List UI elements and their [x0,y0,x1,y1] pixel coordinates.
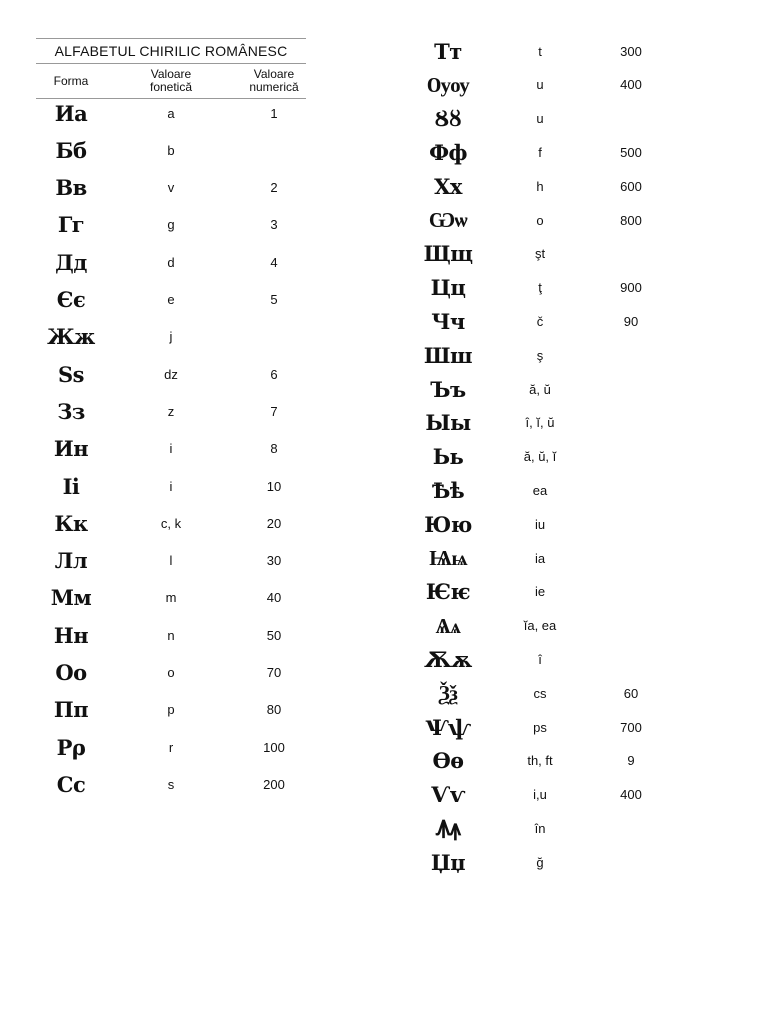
letter-glyph: Кк [54,510,88,536]
numeric-value [596,340,666,370]
letter-glyph: Сс [56,771,86,797]
table-row [410,543,670,573]
numeric-value: 4 [270,254,278,270]
letter-glyph: Ѹѹ [426,71,470,97]
phonetic-value: c, k [160,515,182,531]
numeric-value: 50 [266,627,282,643]
numeric-value: 20 [266,515,282,531]
numeric-value: 40 [266,590,282,606]
letter-glyph: Юю [424,511,472,537]
numeric-value [596,847,666,877]
letter-glyph: Жж [47,324,95,350]
table-row [410,306,670,336]
header-numeric [236,64,312,98]
table-row [410,712,670,742]
header-numeric-line-2: numerică [249,80,299,94]
phonetic-value: ea [532,482,548,498]
letter-glyph: Џџ [430,849,466,875]
letter-glyph: Іі [62,473,80,499]
phonetic-value: b [167,142,175,158]
numeric-value: 200 [263,776,285,792]
numeric-value [596,104,666,134]
table-row [36,434,306,464]
phonetic-value: e [167,292,175,307]
letter-glyph: Чч [431,308,465,334]
letter-glyph: Ѣѣ [431,477,465,503]
phonetic-value: i [169,478,173,494]
phonetic-value: a [167,105,175,121]
numeric-value: 600 [620,178,642,194]
numeric-value: 300 [620,43,642,59]
table-row [36,620,306,650]
table-row [410,644,670,674]
table-row [410,239,670,269]
phonetic-value: în [534,820,546,836]
letter-glyph: Цц [430,275,466,301]
numeric-value: 30 [266,553,282,569]
table-row [36,285,306,315]
letter-glyph: Ѕѕ [58,361,84,387]
letter-glyph: Мм [50,585,92,611]
table-row [410,70,670,100]
numeric-value [596,374,666,404]
phonetic-value: t [538,43,542,59]
table-row [410,104,670,134]
numeric-value: 900 [620,280,642,296]
phonetic-value: ğ [536,854,544,870]
table-row [36,508,306,538]
numeric-value [596,442,666,472]
table-row [36,732,306,762]
letter-glyph: Ѧѧ [435,612,461,638]
table-row [410,678,670,708]
table-row [410,509,670,539]
numeric-value: 3 [270,217,278,233]
phonetic-value: h [536,178,544,194]
numeric-value: 6 [270,366,278,382]
numeric-value [596,239,666,269]
phonetic-value: n [167,627,175,643]
phonetic-value: u [536,77,544,93]
letter-glyph: Нн [53,622,89,648]
letter-glyph: Ѵѵ [431,782,465,808]
numeric-value [238,135,310,165]
table-row [36,247,306,277]
letter-glyph: Дд [55,249,87,275]
phonetic-value: j [169,329,173,345]
table-row [36,396,306,426]
header-phonetic [126,64,216,98]
letter-glyph: Иа [54,100,88,126]
table-row [410,374,670,404]
numeric-value: 70 [266,665,282,680]
phonetic-value: cs [533,685,547,701]
table-row [410,171,670,201]
letter-glyph: Ȣȣ [434,106,462,132]
phonetic-value: u [536,111,544,127]
phonetic-value: ia [534,550,546,566]
phonetic-value: ps [533,719,547,735]
letter-glyph: Щщ [423,241,473,267]
numeric-value: 400 [620,77,642,93]
letter-glyph: Лл [54,548,88,574]
numeric-value: 90 [623,313,639,329]
numeric-value [238,322,310,352]
numeric-value: 9 [627,753,635,769]
numeric-value: 7 [270,403,278,419]
letter-glyph: Ѫѫ [424,646,472,672]
phonetic-value: p [167,702,175,718]
numeric-value: 800 [620,212,642,228]
numeric-value [596,408,666,438]
phonetic-value: ă, ŭ [529,381,551,397]
header-phonetic-line-2: fonetică [149,80,193,94]
phonetic-value: f [538,144,542,160]
phonetic-value: th, ft [527,753,553,769]
phonetic-value: ţ [538,280,542,296]
phonetic-value: i,u [533,787,547,803]
phonetic-value: r [168,739,174,755]
table-row [410,847,670,877]
table-row [410,205,670,235]
table-row [410,746,670,776]
letter-glyph: Ъъ [430,376,466,402]
phonetic-value: z [167,403,175,419]
phonetic-value: î [538,651,542,667]
table-row [36,695,306,725]
phonetic-value: o [167,665,175,680]
letter-glyph: Тт [434,38,462,64]
table-row [36,173,306,203]
letter-glyph: Єє [56,287,86,312]
phonetic-value: g [167,217,175,233]
phonetic-value: ş [536,347,544,363]
numeric-value: 80 [266,702,282,718]
numeric-value: 1 [270,105,278,121]
letter-glyph: Ѥѥ [425,579,471,605]
numeric-value: 10 [266,478,282,494]
header-forma [36,64,106,98]
letter-glyph: Ьь [432,444,464,470]
numeric-value [596,475,666,505]
table-row [410,475,670,505]
letter-glyph: Ин [53,436,89,462]
letter-glyph: Ѩѩ [428,545,468,570]
phonetic-value: m [165,590,177,606]
phonetic-value: ie [534,584,546,600]
letter-glyph: Ꙟꙟ [435,815,461,841]
table-row [36,210,306,240]
letter-glyph: Хх [434,173,462,199]
table-row [36,322,306,352]
phonetic-value: s [167,776,175,792]
table-row [410,340,670,370]
header-phonetic-line-1: Valoare [150,67,192,81]
table-row [410,137,670,167]
phonetic-value: v [167,180,175,196]
numeric-value [596,611,666,641]
letter-glyph: Вв [55,175,87,201]
numeric-value: 700 [620,719,642,735]
phonetic-value: şt [534,246,546,262]
table-row [36,98,306,128]
phonetic-value: ă, ŭ, ĭ [523,449,557,465]
phonetic-value: ĭa, ea [523,618,557,634]
header-numeric-line-1: Valoare [253,67,295,81]
table-row [36,546,306,576]
table-row [36,359,306,389]
table-row [410,611,670,641]
header-forma-label: Forma [53,73,89,88]
letter-glyph: Ѳѳ [432,748,464,774]
phonetic-value: iu [534,516,546,532]
letter-glyph: Зз [57,398,85,424]
phonetic-value: č [536,313,544,329]
letter-glyph: Шш [423,342,473,368]
table-row [36,769,306,799]
table-row [410,442,670,472]
table-row [36,583,306,613]
table-row [410,577,670,607]
numeric-value [596,509,666,539]
numeric-value: 8 [270,441,278,457]
numeric-value: 5 [270,292,278,307]
numeric-value [596,543,666,573]
phonetic-value: i [169,441,173,457]
numeric-value: 500 [620,144,642,160]
phonetic-value: dz [164,366,178,382]
phonetic-value: o [536,212,544,228]
numeric-value [596,813,666,843]
table-row [410,780,670,810]
phonetic-value: l [169,553,173,569]
numeric-value [596,644,666,674]
phonetic-value: d [167,254,175,270]
letter-glyph: Оо [55,660,87,685]
phonetic-value: î, ĭ, ŭ [525,415,555,431]
numeric-value: 2 [270,180,278,196]
table-title: ALFABETUL CHIRILIC ROMÂNESC [36,38,306,64]
letter-glyph: Ѱѱ [425,714,471,740]
numeric-value [596,577,666,607]
numeric-value: 60 [623,685,639,701]
numeric-value: 400 [620,787,642,803]
table-row [36,135,306,165]
letter-glyph: Фф [429,139,467,165]
letter-glyph: Ѡѡ [428,207,468,232]
letter-glyph: Гг [57,212,85,238]
letter-glyph: Рρ [56,734,86,760]
numeric-value: 100 [263,739,285,755]
table-row [410,36,670,66]
table-row [36,658,306,688]
table-row [410,273,670,303]
letter-glyph: Ѯѯ [438,680,458,706]
table-row [410,813,670,843]
table-row [410,408,670,438]
letter-glyph: Бб [55,137,87,163]
table-row [36,471,306,501]
letter-glyph: Ыы [425,410,471,436]
letter-glyph: Пп [53,697,89,723]
